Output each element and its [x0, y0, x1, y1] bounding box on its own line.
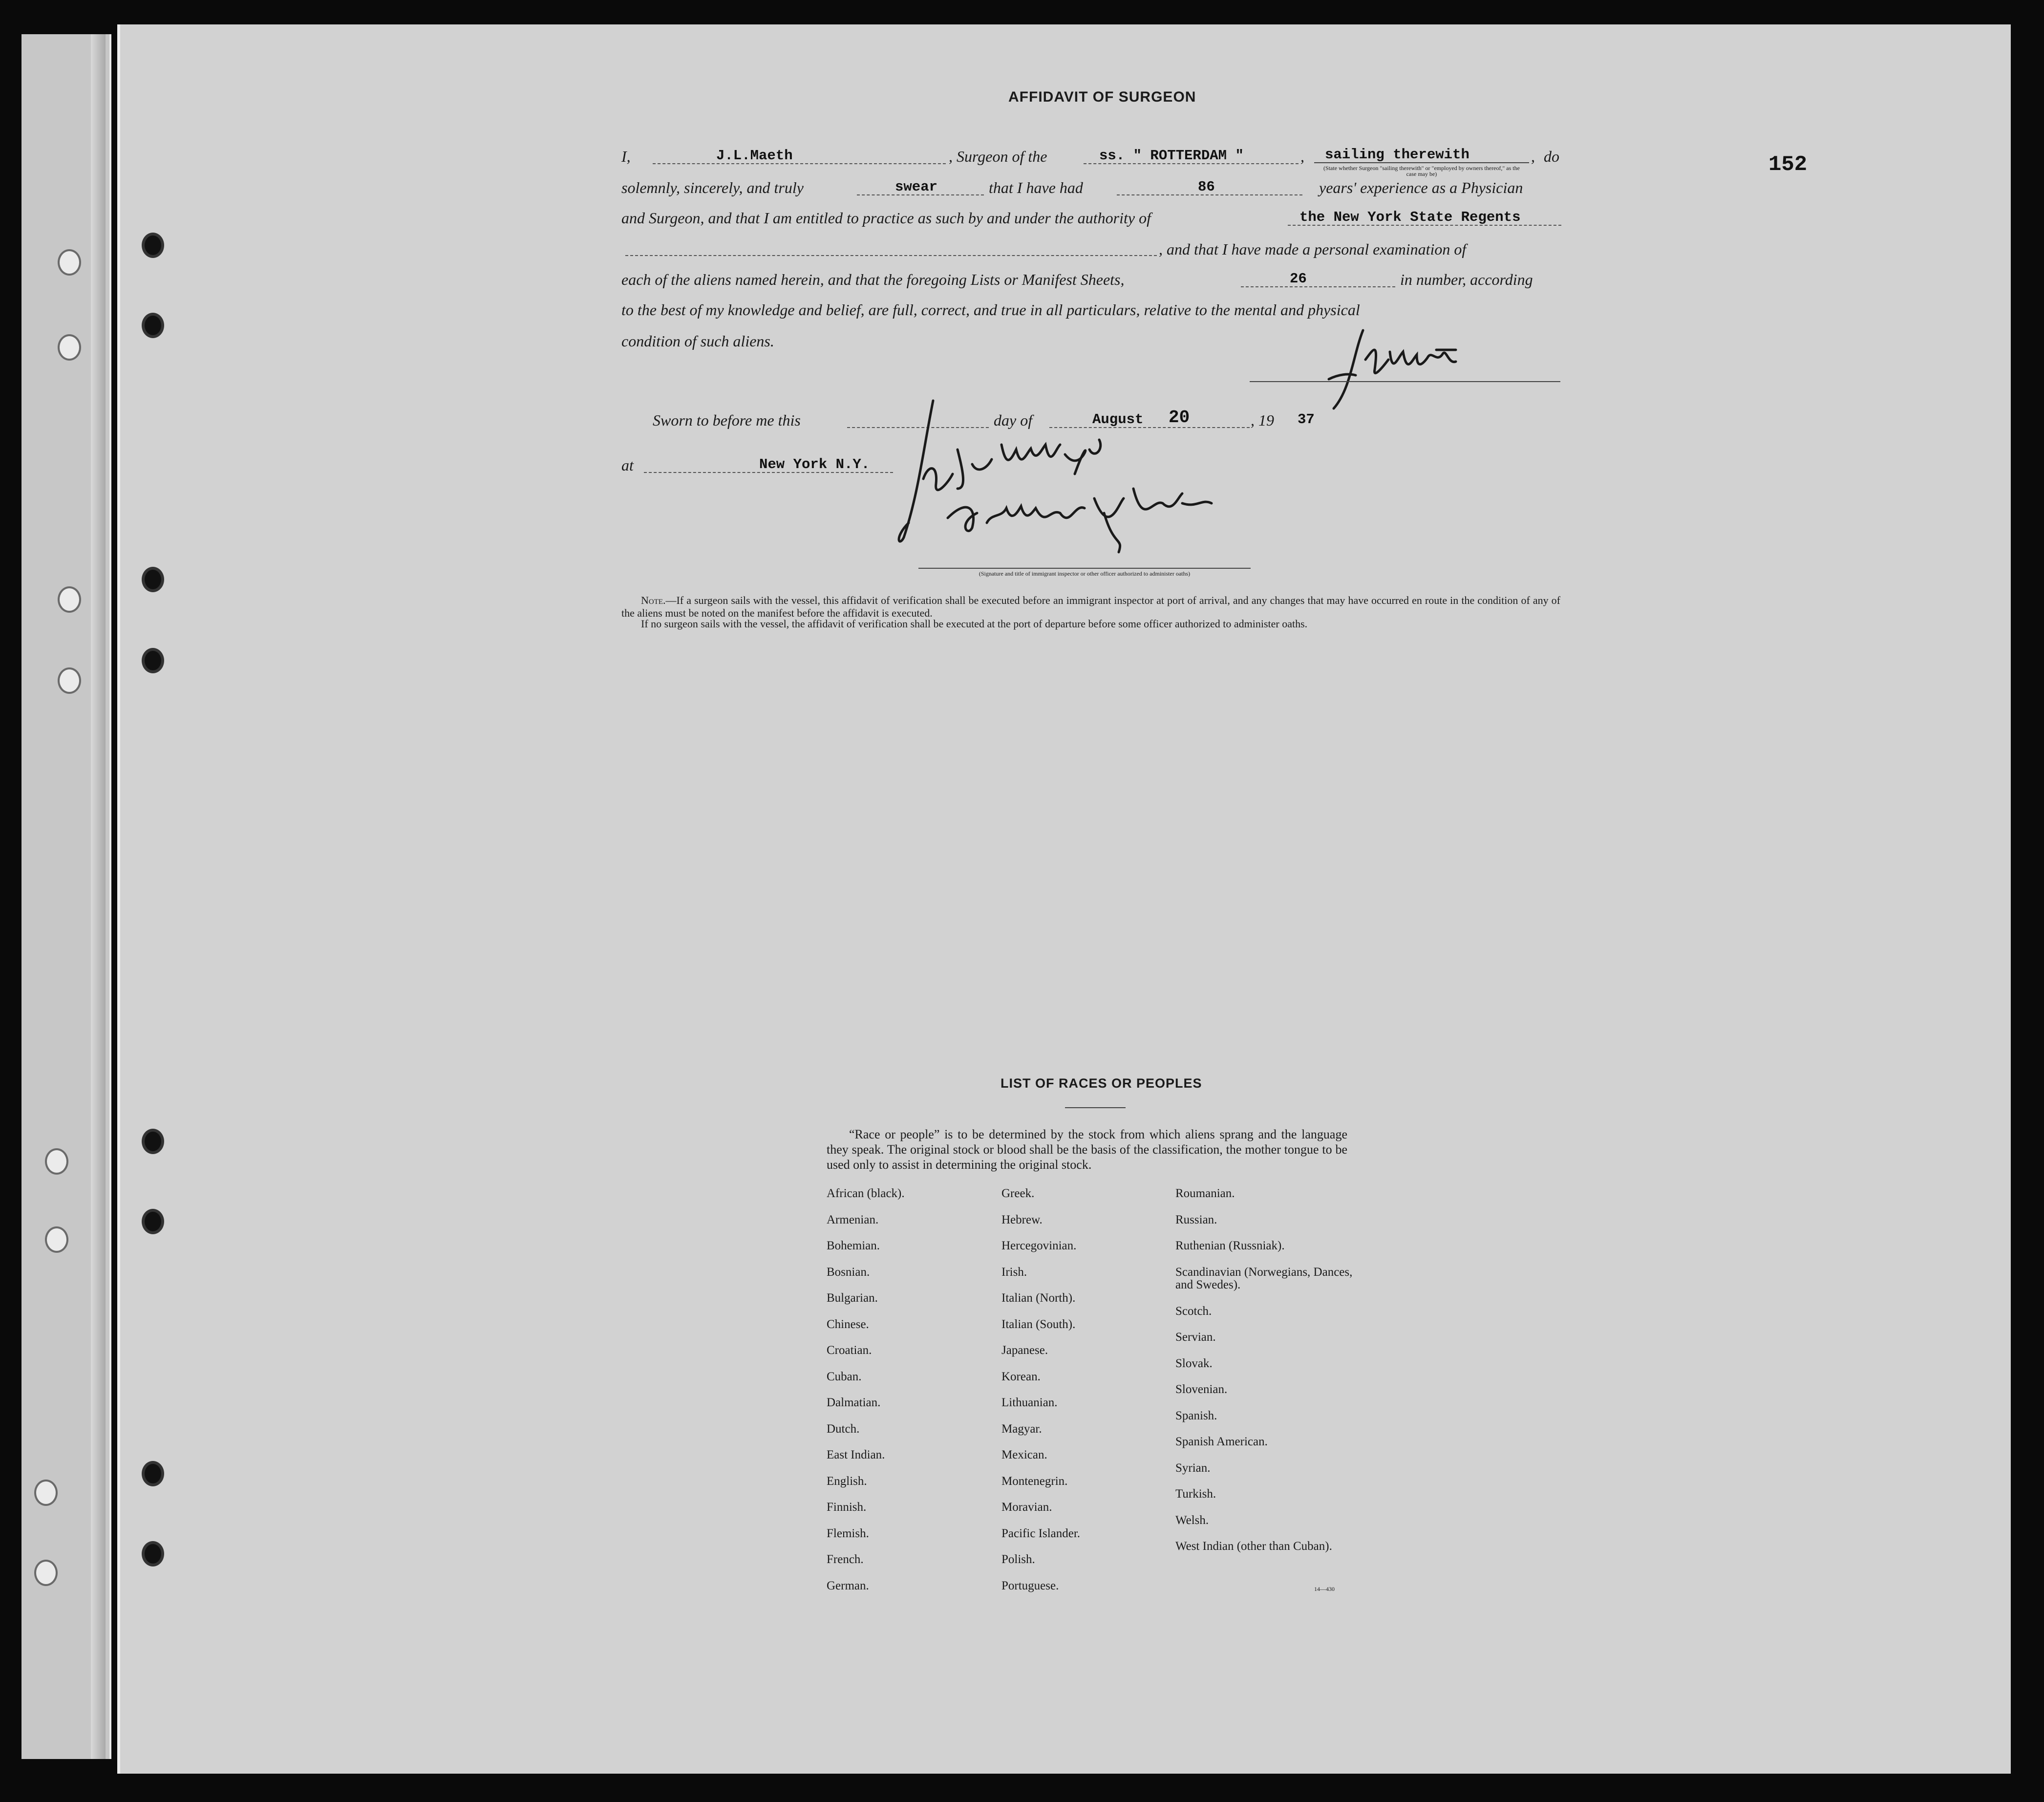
race-item: Croatian.	[827, 1344, 872, 1357]
affidavit-text: to the best of my knowledge and belief, are full, correct, and true in all particulars, relative to the mental and physical	[621, 301, 1360, 319]
vessel-name: ss. " ROTTERDAM "	[1099, 148, 1244, 164]
punch-hole	[142, 1209, 164, 1234]
race-item: Bohemian.	[827, 1239, 880, 1252]
years-experience: 86	[1198, 179, 1215, 195]
race-item: Servian.	[1175, 1330, 1216, 1344]
affidavit-text: that I have had	[989, 179, 1083, 196]
punch-hole	[45, 1148, 68, 1175]
race-item: Italian (North).	[1001, 1291, 1076, 1305]
race-item: East Indian.	[827, 1448, 885, 1461]
race-item: Syrian.	[1175, 1461, 1211, 1475]
race-item: Dalmatian.	[827, 1396, 881, 1409]
races-column-1	[827, 1187, 973, 1606]
sworn-text: at	[621, 456, 634, 474]
race-item: Scotch.	[1175, 1304, 1212, 1318]
punch-hole	[142, 1461, 164, 1486]
punch-hole	[142, 567, 164, 592]
inspector-signature	[889, 391, 1260, 567]
race-item: Turkish.	[1175, 1487, 1216, 1501]
races-column-3	[1175, 1187, 1361, 1579]
blank-line	[1241, 286, 1395, 287]
affidavit-text: , and that I have made a personal examination of	[1159, 240, 1467, 258]
race-item: Welsh.	[1175, 1513, 1209, 1527]
affidavit-text: and Surgeon, and that I am entitled to practice as such by and under the authority of	[621, 209, 1151, 227]
race-item: Flemish.	[827, 1526, 869, 1540]
race-item: German.	[827, 1579, 869, 1592]
sworn-place: New York N.Y.	[759, 456, 870, 472]
affidavit-text: condition of such aliens.	[621, 332, 774, 350]
sworn-text: day of	[994, 411, 1033, 429]
race-item: Spanish American.	[1175, 1435, 1268, 1448]
affidavit-text: in number, according	[1400, 271, 1533, 288]
inspector-signature-line	[918, 568, 1251, 569]
note-paragraph-2: If no surgeon sails with the vessel, the affidavit of verification shall be executed at the port of departure before some officer authorized to administer oaths.	[641, 618, 1308, 630]
race-item: Magyar.	[1001, 1422, 1042, 1436]
race-item: Polish.	[1001, 1553, 1035, 1566]
note-label: Note.	[641, 594, 666, 606]
race-item: Bulgarian.	[827, 1291, 878, 1305]
affidavit-text: ,	[1531, 148, 1535, 165]
affidavit-text: do	[1544, 148, 1559, 165]
punch-hole	[58, 586, 81, 613]
race-item: Bosnian.	[827, 1265, 870, 1279]
signature-line	[1250, 381, 1560, 382]
races-title: LIST OF RACES OR PEOPLES	[1001, 1076, 1202, 1091]
race-item: Hebrew.	[1001, 1213, 1043, 1226]
capacity-note: (State whether Surgeon "sailing therewith" or "employed by owners thereof," as the case may be)	[1323, 165, 1520, 177]
race-item: English.	[827, 1474, 867, 1488]
affidavit-text: solemnly, sincerely, and truly	[621, 179, 804, 196]
race-item: Slovak.	[1175, 1356, 1213, 1370]
sworn-day: 20	[1169, 408, 1190, 428]
race-item: Roumanian.	[1175, 1187, 1235, 1200]
race-item: Chinese.	[827, 1317, 869, 1331]
punch-hole	[34, 1560, 58, 1586]
title-underline	[1065, 1107, 1126, 1108]
sworn-year: 37	[1298, 411, 1315, 428]
punch-hole	[34, 1480, 58, 1506]
race-item: West Indian (other than Cuban).	[1175, 1540, 1332, 1553]
race-item: Dutch.	[827, 1422, 860, 1436]
punch-hole	[58, 667, 81, 694]
binder-edge	[91, 34, 106, 1759]
punch-hole	[142, 1129, 164, 1154]
race-item: Greek.	[1001, 1187, 1035, 1200]
note-paragraph-1: —If a surgeon sails with the vessel, this affidavit of verification shall be executed before an immigrant inspector at port of arrival, and any changes that may have occurred en route in the condition of any of the aliens must be noted on the manifest before the affidavit is executed.	[621, 594, 1560, 619]
punch-hole	[142, 313, 164, 338]
page-number: 152	[1768, 152, 1808, 177]
race-item: Cuban.	[827, 1370, 862, 1383]
race-item: Japanese.	[1001, 1344, 1048, 1357]
form-number: 14—430	[1314, 1586, 1335, 1592]
race-item: Portuguese.	[1001, 1579, 1059, 1592]
sworn-text: Sworn to before me this	[653, 411, 801, 429]
affidavit-text: I,	[621, 148, 631, 165]
race-item: Russian.	[1175, 1213, 1217, 1226]
race-item: Mexican.	[1001, 1448, 1047, 1461]
race-item: French.	[827, 1553, 864, 1566]
race-item: Korean.	[1001, 1370, 1041, 1383]
punch-hole	[142, 648, 164, 673]
race-item: Pacific Islander.	[1001, 1526, 1081, 1540]
surgeon-name: J.L.Maeth	[716, 148, 793, 164]
race-item: African (black).	[827, 1187, 905, 1200]
punch-hole	[58, 334, 81, 361]
affidavit-text: each of the aliens named herein, and that the foregoing Lists or Manifest Sheets,	[621, 271, 1125, 288]
race-item: Hercegovinian.	[1001, 1239, 1077, 1252]
surgeon-capacity: sailing therewith	[1325, 147, 1469, 163]
race-item: Scandinavian (Norwegians, Dances, and Swedes).	[1175, 1265, 1353, 1291]
inspector-caption: (Signature and title of immigrant inspector or other officer authorized to administer oaths)	[979, 570, 1191, 577]
punch-hole	[142, 233, 164, 258]
race-item: Ruthenian (Russniak).	[1175, 1239, 1285, 1252]
punch-hole	[58, 249, 81, 276]
race-item: Montenegrin.	[1001, 1474, 1068, 1488]
affidavit-title: AFFIDAVIT OF SURGEON	[1008, 89, 1196, 105]
race-item: Armenian.	[827, 1213, 879, 1226]
affidavit-note	[621, 594, 1560, 620]
race-item: Finnish.	[827, 1501, 867, 1514]
race-item: Moravian.	[1001, 1501, 1052, 1514]
punch-hole	[45, 1226, 68, 1253]
surgeon-signature	[1251, 321, 1563, 418]
blank-line	[625, 255, 1157, 256]
punch-hole	[142, 1541, 164, 1566]
blank-line	[1314, 162, 1529, 163]
affidavit-text: years' experience as a Physician	[1319, 179, 1523, 196]
oath-type: swear	[895, 179, 938, 195]
sworn-text: , 19	[1251, 411, 1274, 429]
race-item: Italian (South).	[1001, 1317, 1076, 1331]
sheet-count: 26	[1290, 271, 1307, 287]
affidavit-text: ,	[1300, 148, 1304, 165]
affidavit-text: , Surgeon of the	[949, 148, 1047, 165]
licensing-authority: the New York State Regents	[1299, 209, 1521, 225]
race-item: Lithuanian.	[1001, 1396, 1058, 1409]
race-item: Spanish.	[1175, 1409, 1217, 1422]
races-intro: “Race or people” is to be determined by the stock from which aliens sprang and the language they speak. The original stock or blood shall be the basis of the classification, the mother tongue to be used only to assist in determining the original stock.	[827, 1127, 1347, 1172]
races-column-2	[1001, 1187, 1148, 1606]
blank-line	[653, 163, 946, 164]
race-item: Irish.	[1001, 1265, 1027, 1279]
race-item: Slovenian.	[1175, 1383, 1228, 1396]
sworn-month: August	[1092, 411, 1144, 428]
